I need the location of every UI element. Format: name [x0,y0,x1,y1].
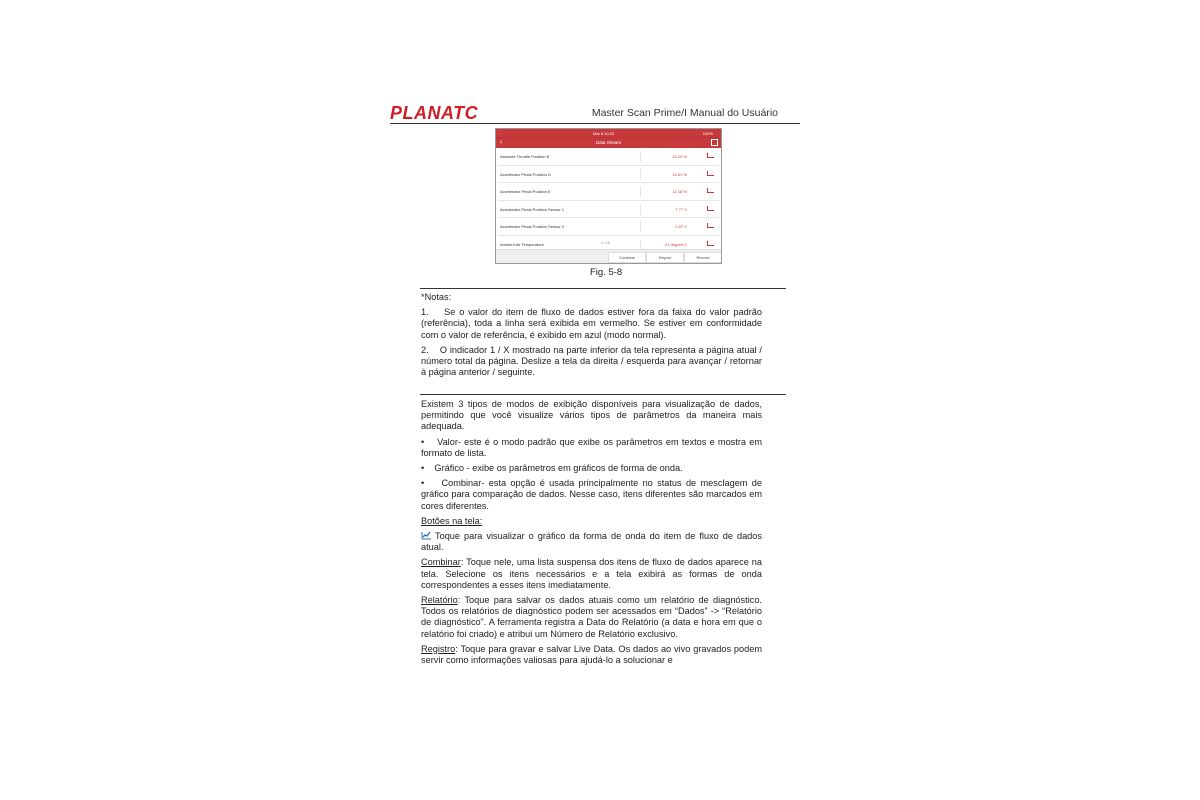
row-divider [640,186,641,197]
record-label: Registro [421,643,456,654]
row-value: 11.18 % [672,189,687,194]
row-name: Accelerator Pedal Position Sensor 1 [500,206,565,212]
graph-icon [707,153,714,158]
notes-block [421,292,762,382]
row-name: Accelerator Pedal Position Sensor 2 [500,224,565,229]
data-stream-row [498,201,719,219]
combine-label: Combinar [421,557,461,568]
row-value: 15.29 % [672,154,687,159]
combine-button: Combine [608,252,646,263]
device-bottom-bar [496,249,721,263]
graph-icon [707,206,714,211]
row-value: 7.77 V [675,206,687,212]
row-name: Absolute Throttle Position B [500,154,550,159]
notes-bottom-rule [420,394,786,395]
buttons-heading: Botões na tela: [421,515,483,526]
data-stream-row [498,218,719,236]
exit-icon [711,139,718,146]
manual-title: Master Scan Prime/I Manual do Usuário [591,107,778,119]
row-value: 19.61 % [672,171,687,177]
combine-paragraph [421,557,762,591]
data-stream-list [496,148,721,252]
report-text: : Toque para salvar os dados atuais como um relatório de diagnóstico. Todos os relatórios de diagnóstico podem ser acessados em “Dados” -> “Relatório de diagnóstico”. A ferramenta registra a Data do Relatório (a data e hora em que o relatório foi criado) e atribui um Número de Relatório exclusivo. [421,595,762,639]
status-time: Mar 8 10:22 [593,131,615,136]
row-divider [640,151,641,162]
device-screenshot [495,128,722,264]
device-status-bar [496,129,721,137]
combine-text: : Toque nele, uma lista suspensa dos itens de fluxo de dados aparece na tela. Selecione os itens necessários e a tela exibirá as formas de onda correspondentes a esses itens imediatamente. [421,557,762,590]
page-indicator: 1 / 16 [601,241,610,245]
data-stream-row [498,166,719,184]
graph-icon [707,223,714,228]
body-text [421,399,762,670]
row-divider [640,239,641,250]
record-paragraph [421,644,762,666]
graph-paragraph [421,531,762,553]
note-item: 2. O indicador 1 / X mostrado na parte inferior da tela representa a página atual / número total da página. Deslize a tela da direita / esquerda para avançar / retornar à página anterior / seguinte. [421,344,762,378]
graph-text: Toque para visualizar o gráfico da forma de onda do item de fluxo de dados atual. [421,531,762,553]
row-name: Accelerator Pedal Position D [500,171,551,177]
header-divider [390,123,800,124]
graph-icon [707,241,714,246]
notes-top-rule [420,288,786,289]
record-text: : Toque para gravar e salvar Live Data. Os dados ao vivo gravados podem servir como informações valiosas para ajudá-lo a solucionar e [421,643,762,666]
device-nav-title: Data Stream [595,140,622,145]
row-divider [640,169,641,180]
graph-icon [707,171,714,176]
intro-paragraph: Existem 3 tipos de modos de exibição disponíveis para visualização de dados, permitindo que você visualize vários tipos de parâmetros da maneira mais adequada. [421,399,762,432]
row-divider [640,204,641,215]
report-button: Report [646,252,684,263]
wifi-icon: ◦ [500,131,502,136]
note-item: 1. Se o valor do item de fluxo de dados estiver fora da faixa do valor padrão (referência), toda a linha será exibida em vermelho. Se estiver em conformidade com o valor de referência, é exibido em azul (modo normal). [421,307,762,340]
row-value: 0.57 V [675,224,687,229]
row-value: 21 degree C [664,241,687,247]
data-stream-row [498,183,719,201]
row-name: Ambient Air Temperature [500,241,544,247]
figure-caption: Fig. 5-8 [590,267,623,278]
report-label: Relatório [421,595,458,606]
bullet-item: • Valor- este é o modo padrão que exibe os parâmetros em textos e mostra em formato de lista. [421,436,762,458]
device-nav-bar [496,137,721,148]
chart-icon [421,531,432,540]
graph-icon [707,188,714,193]
battery-label: 100% [702,131,713,136]
record-button: Record [684,252,722,263]
brand-logo: PLANATC [390,103,479,123]
data-stream-row [498,148,719,166]
bullet-item: • Gráfico - exibe os parâmetros em gráficos de forma de onda. [421,463,683,474]
row-name: Accelerator Pedal Position E [500,189,551,194]
bullet-item: • Combinar- esta opção é usada principalmente no status de mesclagem de gráfico para comparação de dados. Nesse caso, itens diferentes são marcados em cores diferentes. [421,478,762,511]
notes-title: *Notas: [421,292,452,302]
report-paragraph [421,595,762,640]
back-arrow-icon: ‹ [500,139,503,146]
row-divider [640,221,641,232]
